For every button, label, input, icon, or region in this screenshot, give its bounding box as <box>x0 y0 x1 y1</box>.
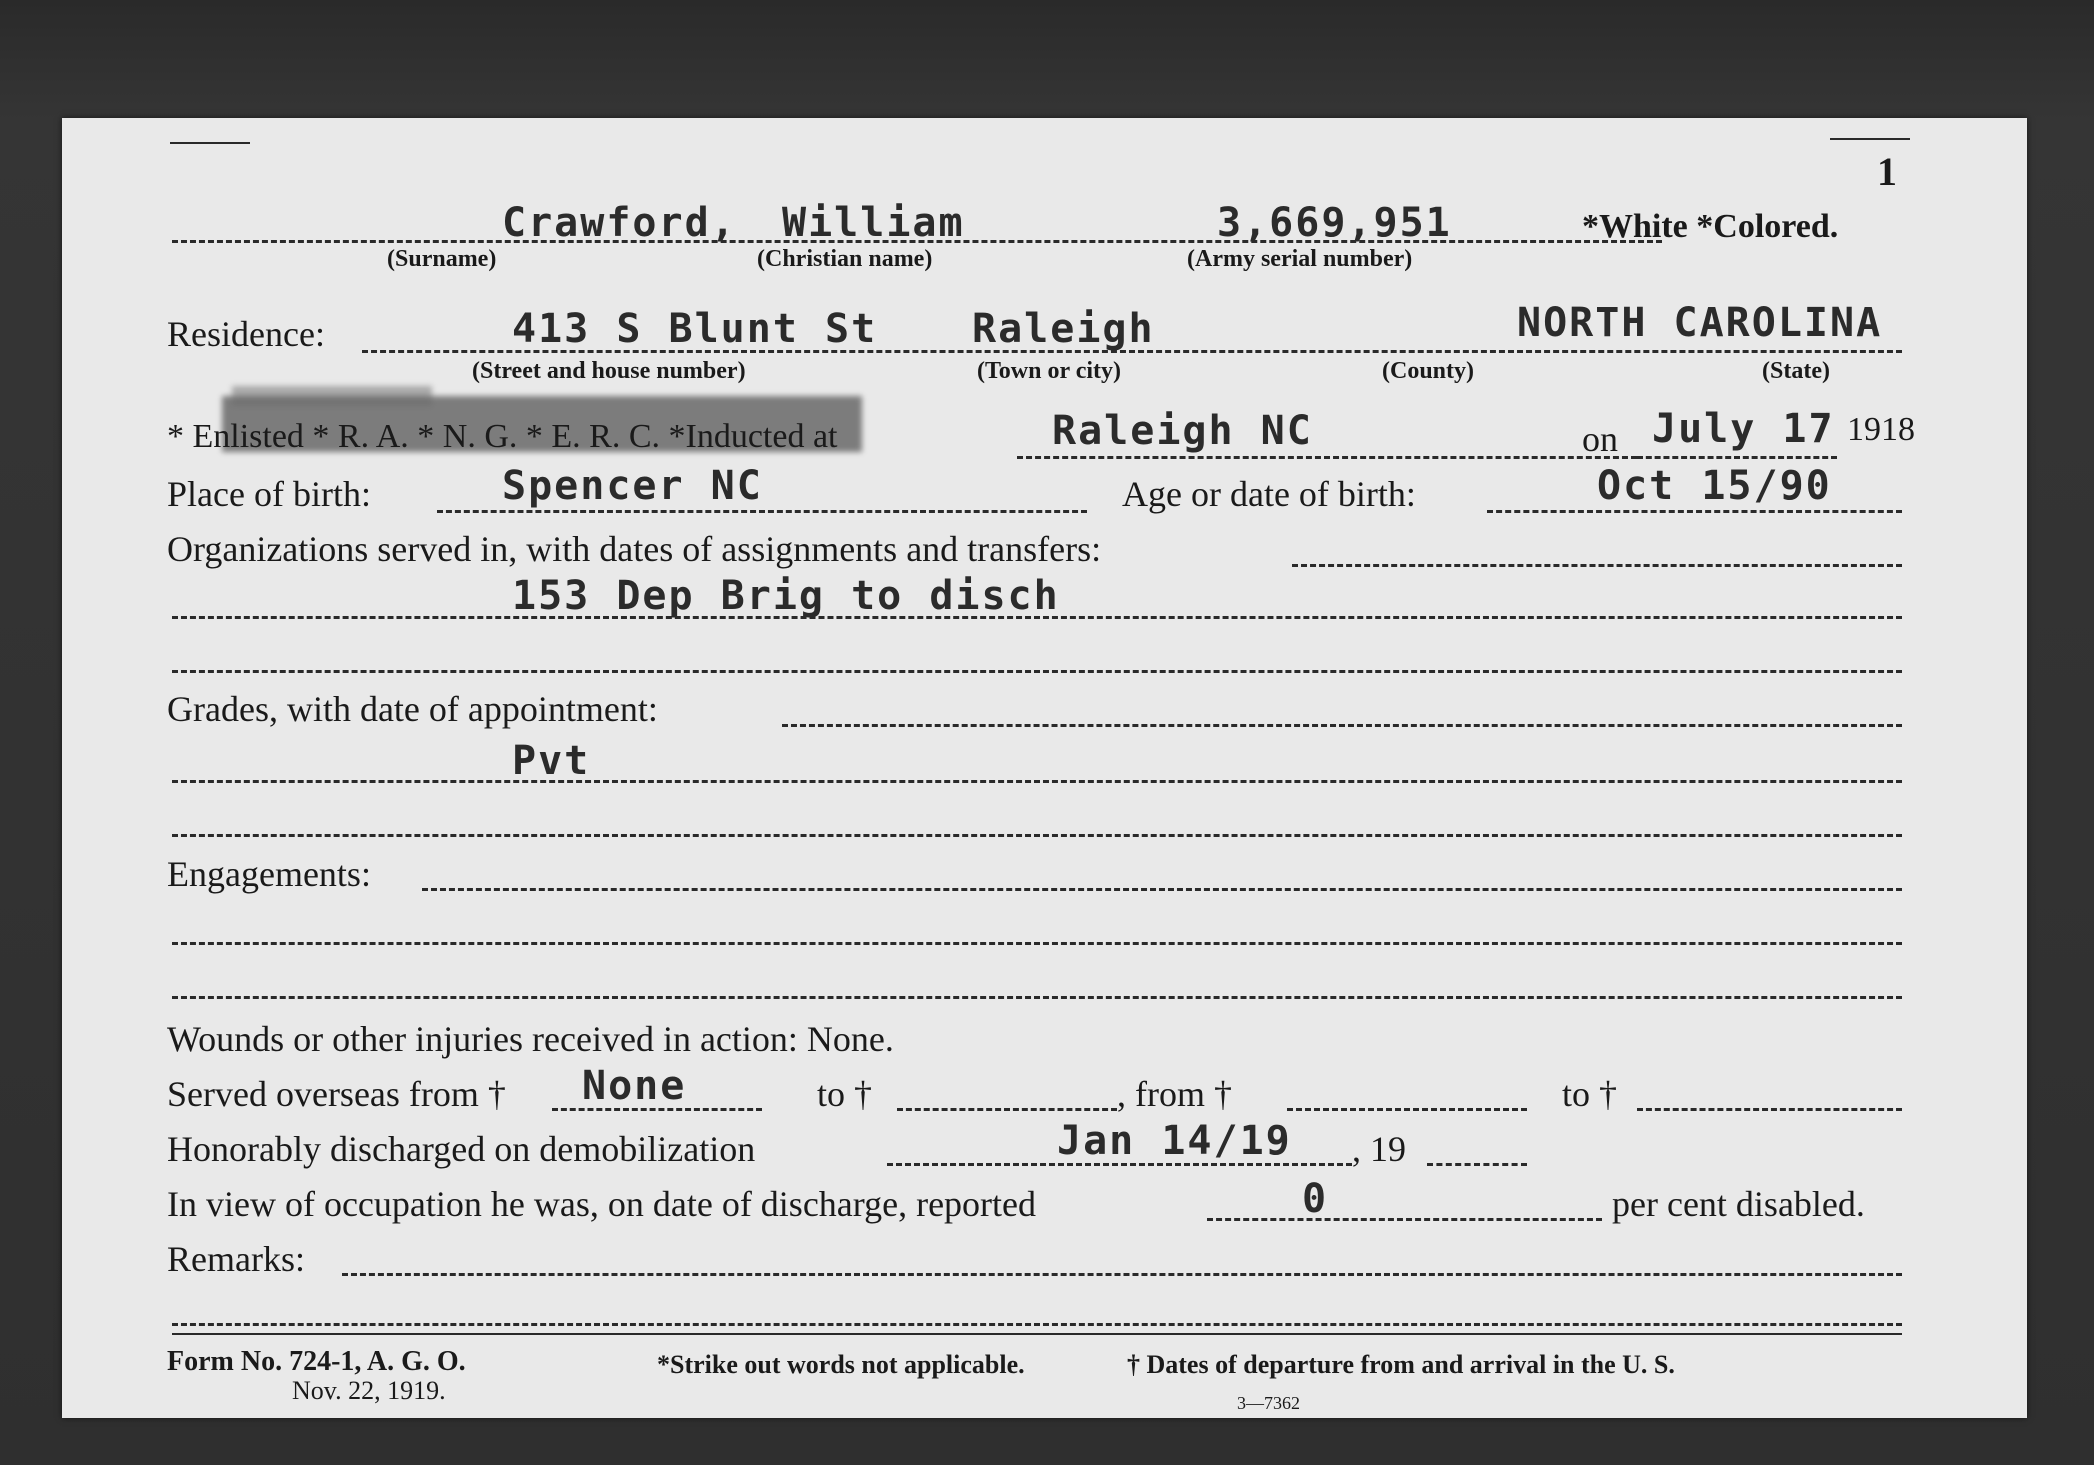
remarks-label: Remarks: <box>167 1239 305 1279</box>
print-code: 3—7362 <box>1237 1393 1300 1413</box>
serial-number-label: (Army serial number) <box>1187 246 1413 272</box>
overseas-label: Served overseas from † <box>167 1074 506 1114</box>
date-of-birth-value: Oct 15/90 <box>1597 463 1832 509</box>
remarks-line-1 <box>342 1273 1902 1276</box>
residence-street-value: 413 S Blunt St <box>512 306 878 352</box>
grades-value: Pvt <box>512 738 591 784</box>
engagements-label: Engagements: <box>167 854 371 894</box>
service-record-card <box>62 118 2027 1418</box>
organizations-label: Organizations served in, with dates of assignments and transfers: <box>167 529 1102 569</box>
overseas-from-label-2: , from † <box>1117 1074 1232 1114</box>
discharge-year-line <box>1427 1163 1527 1166</box>
overseas-from-line-2 <box>1287 1108 1527 1111</box>
discharge-label: Honorably discharged on demobilization <box>167 1129 756 1169</box>
race-options: *White *Colored. <box>1582 208 1839 245</box>
town-label: (Town or city) <box>977 358 1121 384</box>
overseas-from-value: None <box>582 1063 687 1109</box>
grades-label: Grades, with date of appointment: <box>167 689 658 729</box>
engagements-line-2 <box>172 942 1902 945</box>
place-of-birth-label: Place of birth: <box>167 474 371 514</box>
place-of-birth-value: Spencer NC <box>502 463 763 509</box>
county-label: (County) <box>1382 358 1475 384</box>
overseas-to-line-2 <box>1637 1108 1902 1111</box>
residence-label: Residence: <box>167 314 325 354</box>
street-label: (Street and house number) <box>472 358 746 384</box>
discharge-year-prefix: , 19 <box>1352 1129 1406 1169</box>
date-of-birth-label: Age or date of birth: <box>1122 474 1416 514</box>
inducted-place-line <box>1017 456 1637 459</box>
corner-mark-left <box>170 142 250 144</box>
disability-line <box>1207 1218 1602 1221</box>
disability-value: 0 <box>1302 1176 1329 1222</box>
inducted-place-value: Raleigh NC <box>1052 408 1313 454</box>
grades-line-3 <box>172 834 1902 837</box>
surname-label: (Surname) <box>387 246 497 272</box>
place-of-birth-line <box>437 510 1087 513</box>
strikeout-smudge-top <box>232 386 432 406</box>
corner-mark-right <box>1830 138 1910 140</box>
christian-name-value: William <box>782 200 965 246</box>
christian-name-label: (Christian name) <box>757 246 933 272</box>
strike-out-note: *Strike out words not applicable. <box>657 1350 1025 1379</box>
card-number: 1 <box>1877 149 1897 194</box>
overseas-to-label-2: to † <box>1562 1074 1618 1114</box>
bottom-rule <box>172 1333 1902 1335</box>
discharge-date-value: Jan 14/19 <box>1057 1118 1292 1164</box>
organizations-line-1 <box>1292 564 1902 567</box>
inducted-date-line <box>1637 456 1837 459</box>
dates-note: † Dates of departure from and arrival in the U. S. <box>1127 1350 1675 1379</box>
overseas-to-label-1: to † <box>817 1074 873 1114</box>
on-label: on <box>1582 419 1618 459</box>
engagements-line-1 <box>422 888 1902 891</box>
serial-number-value: 3,669,951 <box>1217 200 1452 246</box>
inducted-date-value: July 17 <box>1652 406 1835 452</box>
disability-label: In view of occupation he was, on date of discharge, reported <box>167 1184 1037 1224</box>
disability-suffix: per cent disabled. <box>1612 1184 1865 1224</box>
residence-state-value: NORTH CAROLINA <box>1517 300 1883 346</box>
date-of-birth-line <box>1487 510 1902 513</box>
organizations-line-3 <box>172 670 1902 673</box>
inducted-year: 1918 <box>1847 411 1915 448</box>
engagements-line-3 <box>172 996 1902 999</box>
overseas-to-line-1 <box>897 1108 1117 1111</box>
grades-line-1 <box>782 724 1902 727</box>
organizations-value: 153 Dep Brig to disch <box>512 573 1060 619</box>
grades-line-2 <box>172 780 1902 783</box>
enlistment-options: * Enlisted * R. A. * N. G. * E. R. C. *Inducted at <box>167 418 838 455</box>
form-number: Form No. 724-1, A. G. O. <box>167 1346 466 1377</box>
residence-town-value: Raleigh <box>972 306 1155 352</box>
form-date: Nov. 22, 1919. <box>292 1376 446 1405</box>
surname-value: Crawford, <box>502 200 737 246</box>
state-label: (State) <box>1762 358 1830 384</box>
wounds-label: Wounds or other injuries received in action: None. <box>167 1019 894 1059</box>
remarks-line-2 <box>172 1323 1902 1326</box>
